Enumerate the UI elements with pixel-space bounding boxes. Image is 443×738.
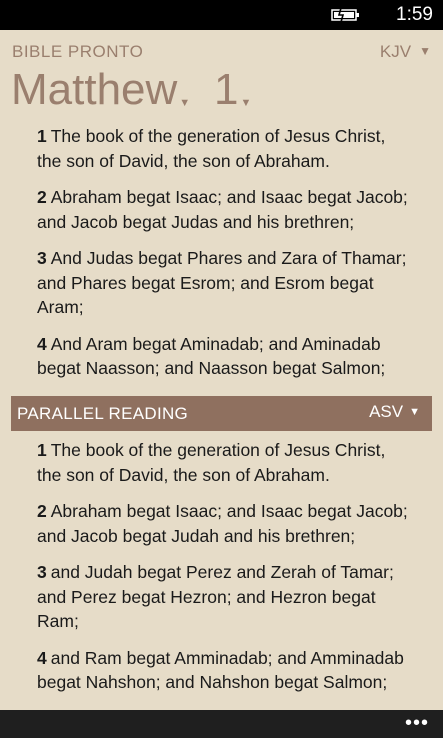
verse [37,124,409,173]
more-dots-icon[interactable]: ••• [404,712,429,734]
verse-text: and Judah begat Perez and Zerah of Tamar; and Perez begat Hezron; and Hezron begat Ram; [37,562,394,631]
parallel-version-picker[interactable] [369,402,420,422]
parallel-passage[interactable] [37,438,409,710]
clock: 1:59 [396,4,433,25]
verse [37,560,409,634]
verse [37,246,409,320]
verse [37,438,409,487]
dropdown-triangle-icon: ▼ [409,406,420,418]
version-picker[interactable] [380,42,431,62]
verse-number: 4 [37,333,47,354]
chapter-number: 1 [214,65,239,114]
verse [37,646,409,695]
verse-number: 1 [37,440,47,460]
chapter-selector[interactable] [214,64,251,127]
verse-text: And Judas begat Phares and Zara of Thamar; and Phares begat Esrom; and Esrom begat Aram; [37,248,407,317]
verse-text: And Aram begat Aminadab; and Aminadab begat Naasson; and Naasson begat Salmon; [37,333,386,378]
verse-text: The book of the generation of Jesus Christ, the son of David, the son of Abraham. [37,126,386,171]
dropdown-triangle-icon: ▼ [419,44,431,58]
verse [37,332,409,381]
app-bar [0,710,443,738]
parallel-reading-title: PARALLEL READING [17,404,189,423]
caret-down-icon: ▼ [240,97,252,109]
verse-number: 1 [37,126,47,146]
book-name: Matthew [11,65,178,114]
verse-number: 3 [37,562,47,582]
parallel-version-label: ASV [369,402,404,421]
battery-charging-icon [331,8,361,22]
verse-number: 2 [37,501,47,521]
verse-text: The book of the generation of Jesus Christ, the son of David, the son of Abraham. [37,440,386,485]
main-passage[interactable] [37,124,409,394]
verse [37,499,409,548]
verse-text: and Ram begat Amminadab; and Amminadab begat Nahshon; and Nahshon begat Salmon; [37,647,404,692]
verse-text: Abraham begat Isaac; and Isaac begat Jacob; and Jacob begat Judas and his brethren; [37,187,408,232]
caret-down-icon: ▼ [179,97,191,109]
verse-number: 3 [37,248,47,268]
parallel-reading-bar [11,396,432,431]
version-label: KJV [379,42,412,61]
verse-number: 4 [37,647,47,668]
book-selector[interactable] [11,64,190,127]
verse [37,185,409,234]
verse-number: 2 [37,187,47,207]
status-bar [0,0,443,30]
app-title: BIBLE PRONTO [12,42,144,61]
verse-text: Abraham begat Isaac; and Isaac begat Jacob; and Jacob begat Judah and his brethren; [37,501,408,546]
